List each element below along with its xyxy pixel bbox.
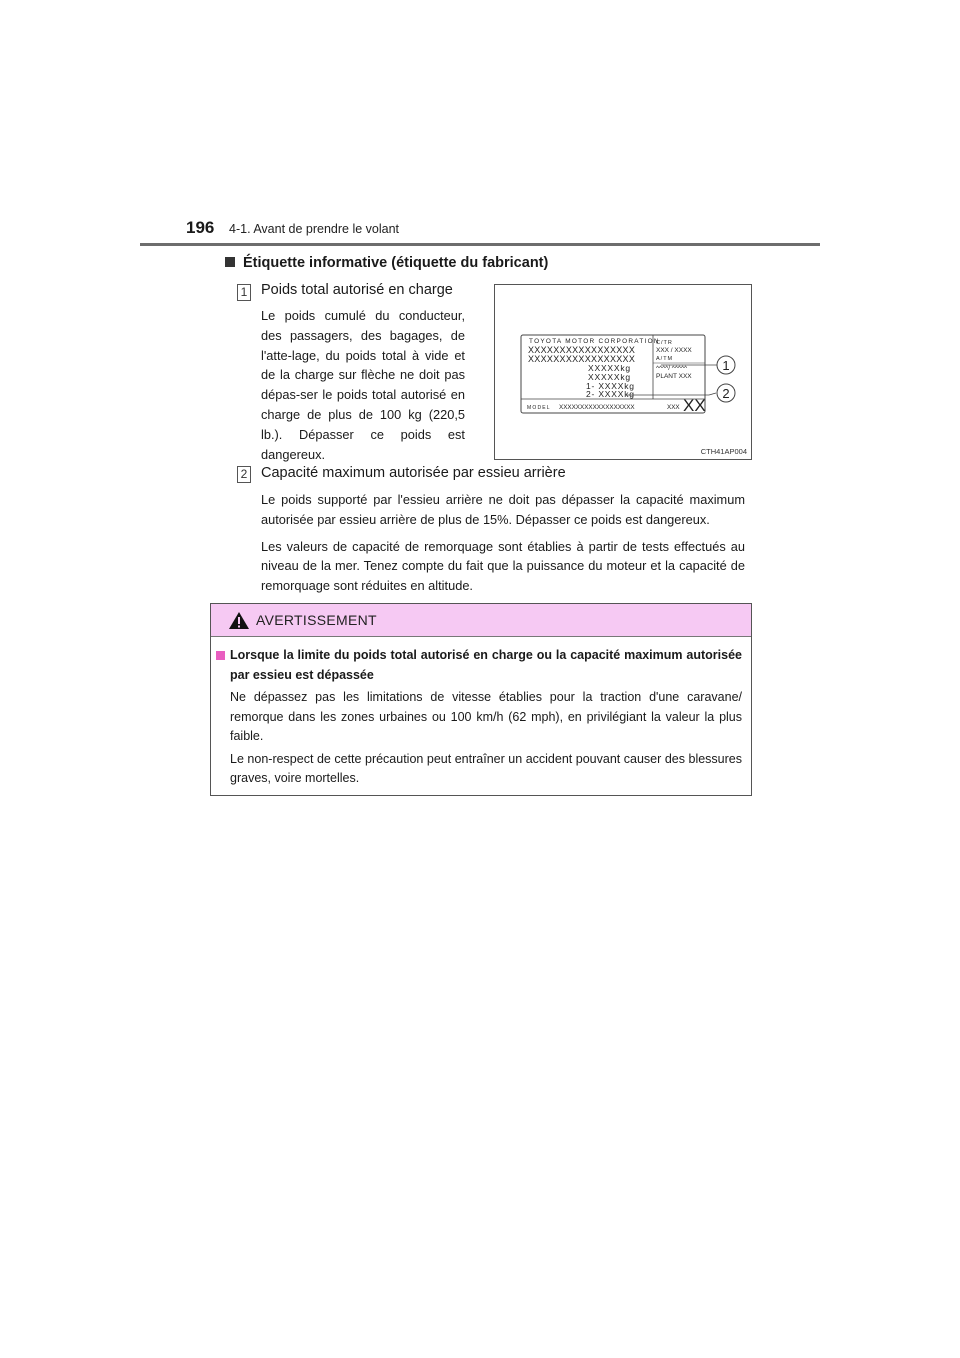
label-line1: XXXXXXXXXXXXXXXXX bbox=[528, 345, 636, 355]
item-1-title: Poids total autorisé en charge bbox=[261, 282, 453, 298]
item-2-text bbox=[261, 490, 745, 603]
warning-paragraph-1: Ne dépassez pas les limitations de vitesse établies pour la traction d'une caravane/ remorque dans les zones urbaines ou 100 km/h (62 mph), en privilégiant la valeur la plus faible. bbox=[230, 690, 742, 743]
label-model-code: XXX bbox=[667, 404, 680, 411]
label-model-value: XXXXXXXXXXXXXXXXXX bbox=[559, 404, 635, 411]
item-2-number: 2 bbox=[237, 466, 251, 483]
label-atm: A/TM bbox=[656, 356, 674, 362]
warning-subtitle bbox=[216, 646, 742, 685]
label-weight-4: 2- XXXXkg bbox=[586, 389, 635, 399]
callout-1-label: 1 bbox=[722, 358, 730, 373]
warning-header bbox=[211, 604, 751, 637]
section-bullet-icon bbox=[225, 257, 235, 267]
warning-bullet-icon bbox=[216, 651, 225, 660]
item-2-paragraph-2: Les valeurs de capacité de remorquage sont établies à partir de tests effectués au niveau de la mer. Tenez compte du fait que la puissance du moteur et la capacité de remorquage sont réduites en altitude. bbox=[261, 538, 745, 594]
label-figure bbox=[494, 284, 752, 460]
label-ctr-value: XXX / XXXX bbox=[656, 347, 692, 354]
warning-paragraph-2: Le non-respect de cette précaution peut entraîner un accident pouvant causer des blessures graves, voire mortelles. bbox=[230, 751, 742, 785]
warning-box bbox=[210, 603, 752, 796]
warning-triangle-icon bbox=[228, 611, 250, 630]
callout-2-label: 2 bbox=[722, 386, 730, 401]
item-1-text bbox=[261, 306, 465, 471]
section-title-text: Étiquette informative (étiquette du fabricant) bbox=[243, 255, 549, 271]
label-weight-3: 1- XXXXkg bbox=[586, 381, 635, 391]
warning-subtitle-text: Lorsque la limite du poids total autorisé en charge ou la capacité maximum autorisée par essieu est dépassée bbox=[230, 648, 742, 682]
label-ctr: C/TR bbox=[656, 340, 673, 346]
warning-title: AVERTISSEMENT bbox=[256, 612, 377, 628]
label-model: MODEL bbox=[527, 405, 551, 411]
running-head: 4-1. Avant de prendre le volant bbox=[229, 222, 400, 236]
label-plant: PLANT XXX bbox=[656, 373, 692, 380]
item-2-paragraph-1: Le poids supporté par l'essieu arrière ne doit pas dépasser la capacité maximum autorisée par essieu arrière de plus de 15%. Dépasser ce poids est dangereux. bbox=[261, 492, 745, 527]
item-2-title: Capacité maximum autorisée par essieu arrière bbox=[261, 465, 566, 481]
label-line2: XXXXXXXXXXXXXXXXX bbox=[528, 354, 636, 364]
figure-code: CTH41AP004 bbox=[700, 447, 747, 456]
label-weight-2: XXXXXkg bbox=[588, 372, 631, 382]
label-model-big: XX bbox=[683, 396, 706, 415]
label-manufacturer: TOYOTA MOTOR CORPORATION bbox=[529, 338, 660, 345]
label-illustration bbox=[495, 285, 751, 459]
item-1-number: 1 bbox=[237, 284, 251, 301]
warning-body bbox=[216, 646, 742, 789]
item-1-paragraph: Le poids cumulé du conducteur, des passagers, des bagages, de l'atte-lage, du poids total à vide et de la charge sur flèche ne doit pas dépas-ser le poids total autorisé en charge de plus de 100 kg (220,5 lb.). Dépasser ce poids est dangereux. bbox=[261, 308, 465, 462]
label-atm-value: ^^^^/ ^^^^^ bbox=[656, 365, 688, 372]
section-title bbox=[225, 255, 548, 271]
label-weight-1: XXXXXkg bbox=[588, 363, 631, 373]
page-number: 196 bbox=[186, 218, 215, 237]
header-rule bbox=[140, 243, 820, 246]
